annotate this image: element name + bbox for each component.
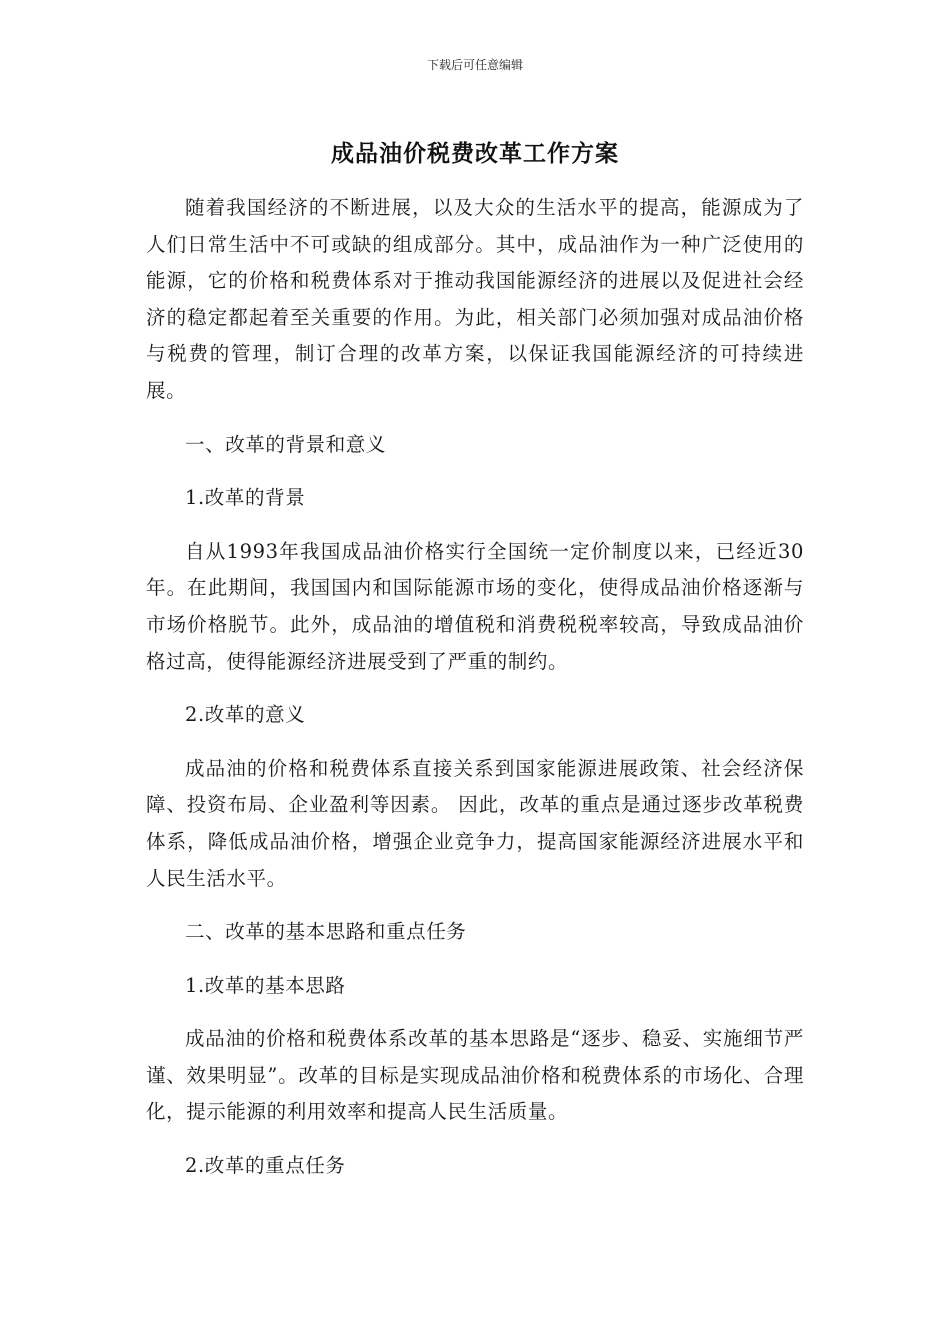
document-title: 成品油价税费改革工作方案 — [331, 141, 619, 167]
subsection-heading-1-1: 1.改革的背景 — [185, 486, 306, 510]
paragraph-significance: 成品油的价格和税费体系直接关系到国家能源进展政策、社会经济保障、投资布局、企业盈利等因素。 因此，改革的重点是通过逐步改革税费体系，降低成品油价格，增强企业竞争力，提高国家能源经济进展水平和人民生活水平。 — [146, 756, 804, 890]
paragraph-intro: 随着我国经济的不断进展，以及大众的生活水平的提高，能源成为了人们日常生活中不可或缺的组成部分。其中，成品油作为一种广泛使用的能源，它的价格和税费体系对于推动我国能源经济的进展以及促进社会经济的稳定都起着至关重要的作用。为此，相关部门必须加强对成品油价格与税费的管理，制订合理的改革方案，以保证我国能源经济的可持续进展。 — [146, 196, 804, 402]
header-note: 下载后可任意编辑 — [426, 58, 523, 72]
subsection-heading-2-1: 1.改革的基本思路 — [185, 973, 346, 997]
subsection-heading-2-2: 2.改革的重点任务 — [185, 1154, 346, 1178]
paragraph-basic-approach: 成品油的价格和税费体系改革的基本思路是“逐步、稳妥、实施细节严谨、效果明显”。改革的目标是实现成品油价格和税费体系的市场化、合理化，提示能源的利用效率和提高人民生活质量。 — [146, 1027, 804, 1124]
section-heading-2: 二、改革的基本思路和重点任务 — [185, 920, 467, 944]
paragraph-background: 自从1993年我国成品油价格实行全国统一定价制度以来，已经近30年。在此期间，我国国内和国际能源市场的变化，使得成品油价格逐渐与市场价格脱节。此外，成品油的增值税和消费税税率较高，导致成品油价格过高，使得能源经济进展受到了严重的制约。 — [146, 539, 804, 673]
subsection-heading-1-2: 2.改革的意义 — [185, 703, 306, 727]
section-heading-1: 一、改革的背景和意义 — [185, 432, 387, 456]
document-body — [146, 190, 804, 1202]
